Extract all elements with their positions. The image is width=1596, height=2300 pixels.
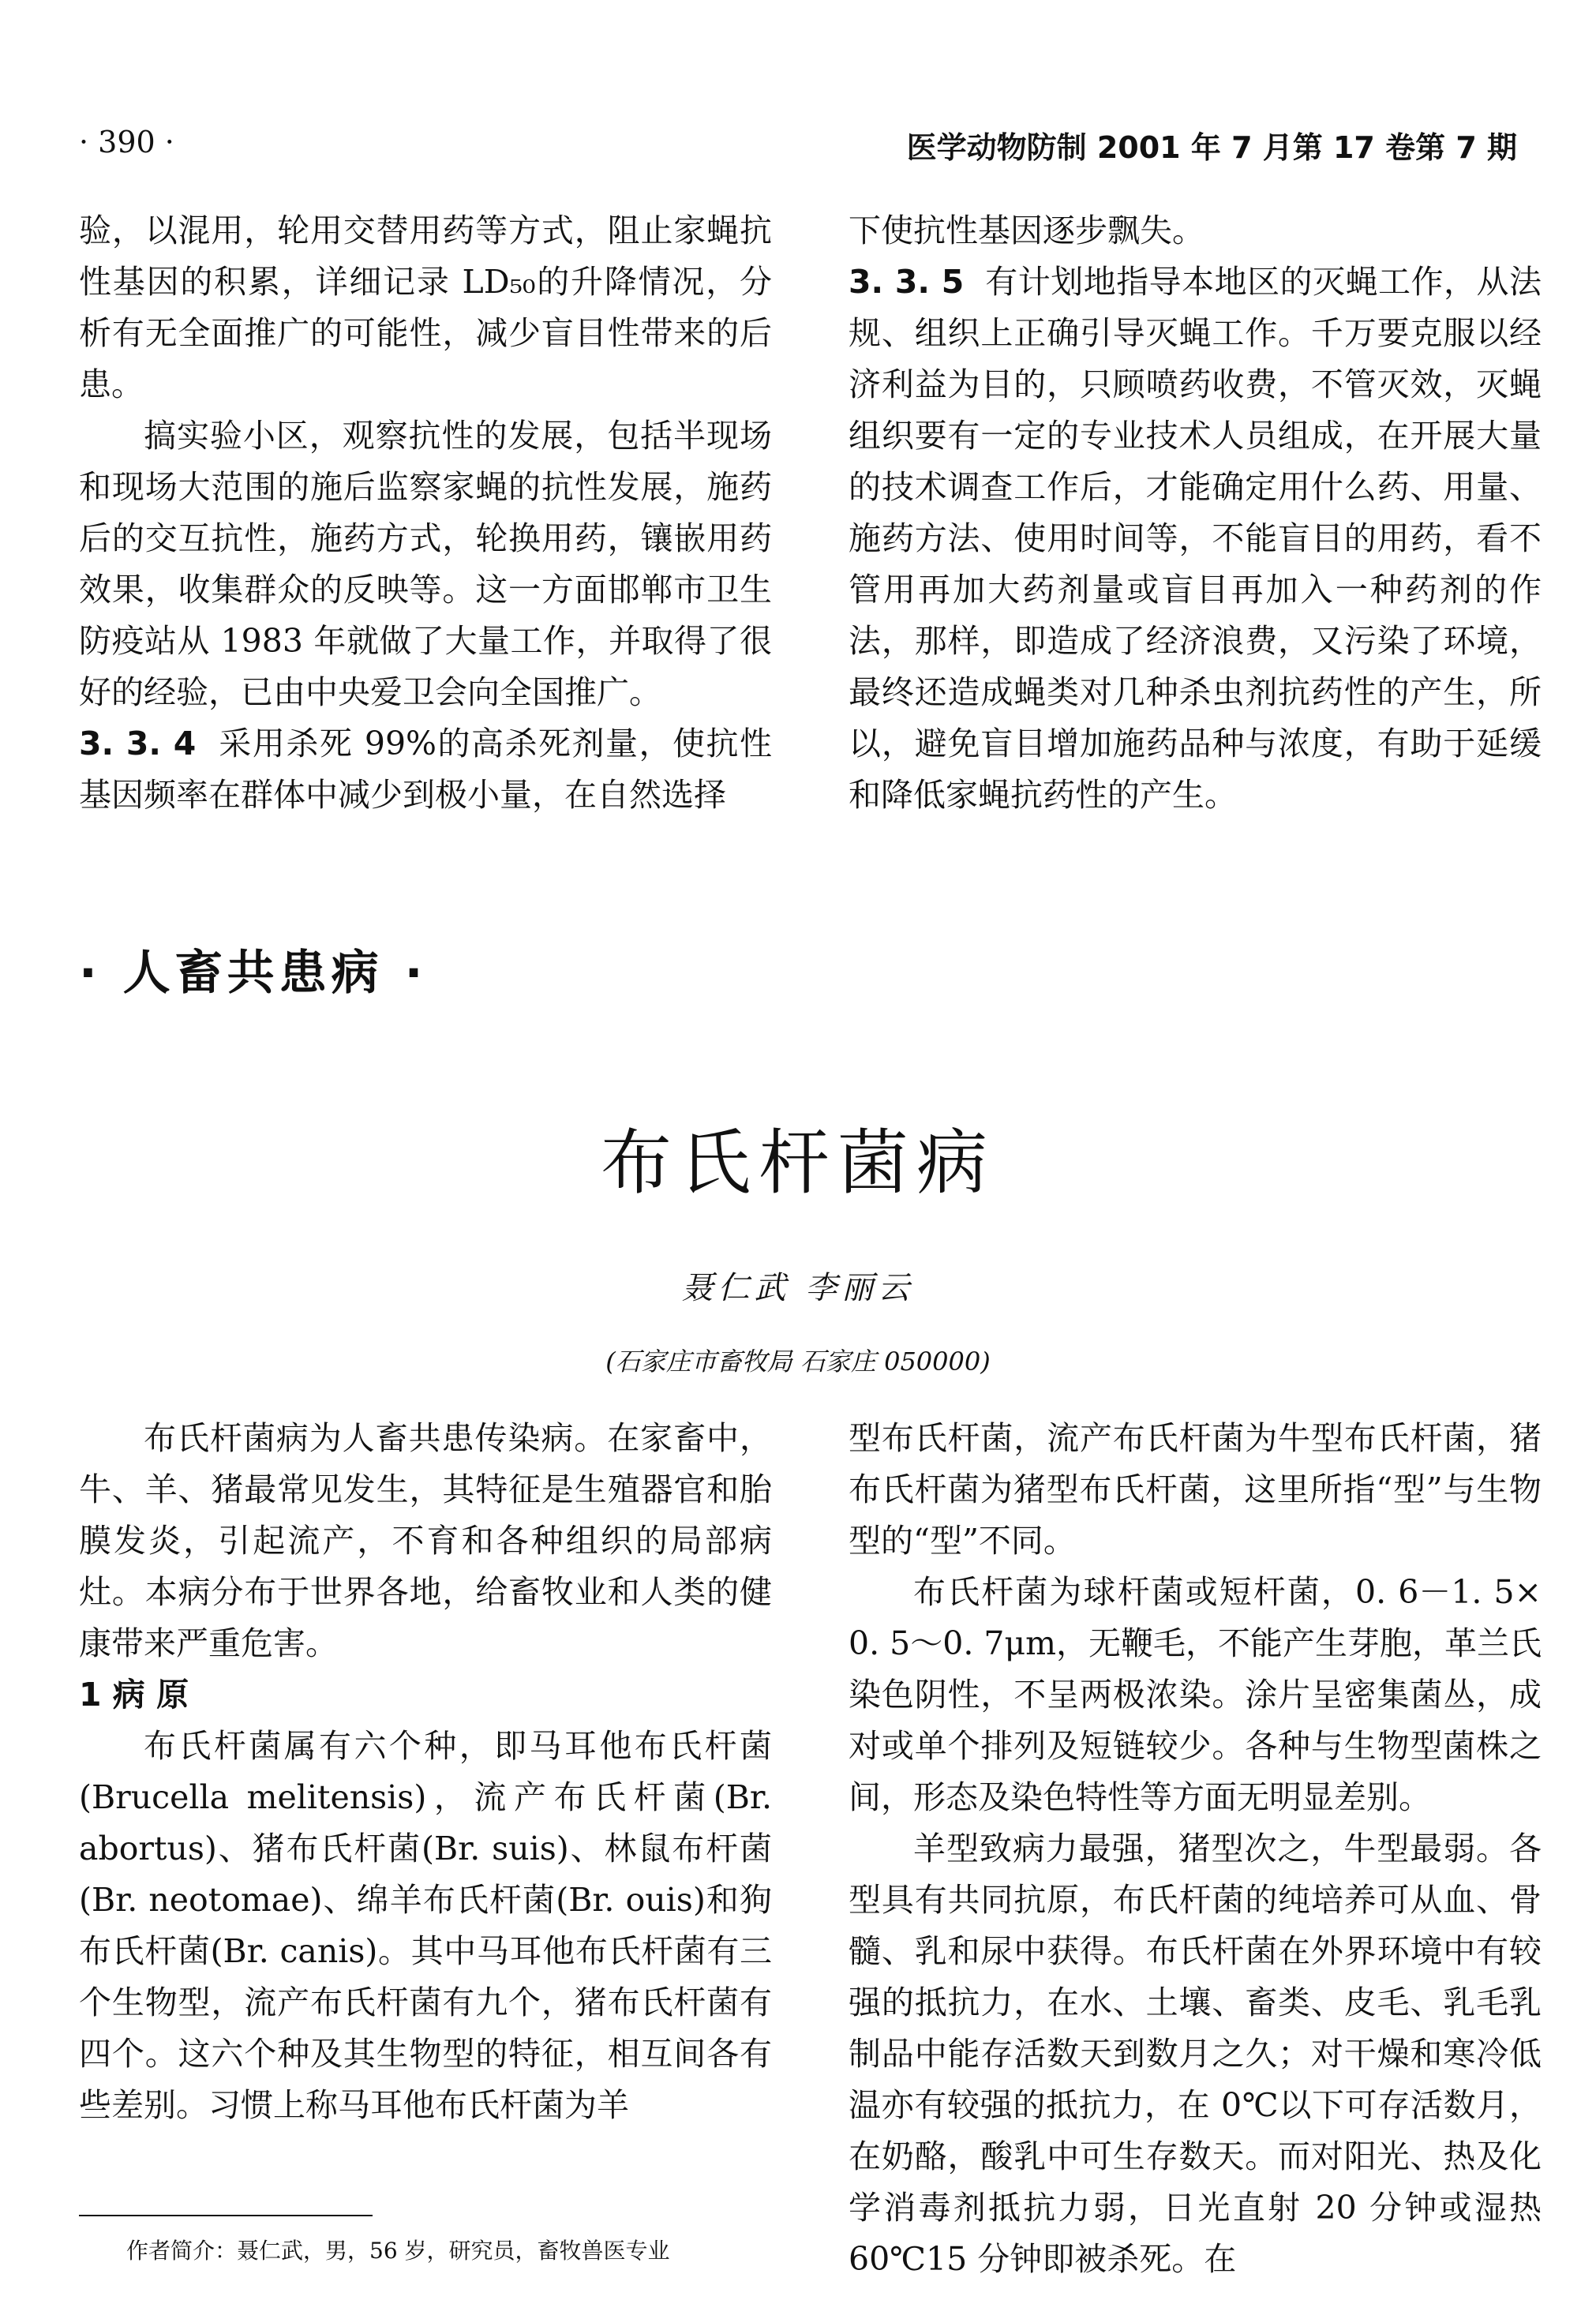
subsection-3-3-5 [849, 257, 1542, 821]
paragraph: 羊型致病力最强，猪型次之，牛型最弱。各型具有共同抗原，布氏杆菌的纯培养可从血、骨髓、乳和尿中获得。布氏杆菌在外界环境中有较强的抵抗力，在水、土壤、畜类、皮毛、乳毛乳制品中能存活数天到数月之久；对干燥和寒冷低温亦有较强的抵抗力，在 0℃以下可存活数月，在奶酪，酸乳中可生存数天。而对阳光、热及化学消毒剂抵抗力弱，日光直射 20 分钟或湿热 60℃15 分钟即被杀死。在 [849, 1830, 1542, 2278]
paragraph: 布氏杆菌属有六个种，即马耳他布氏杆菌(Brucella melitensis)，流产布氏杆菌(Br. abortus)、猪布氏杆菌(Br. suis)、林鼠布杆菌(Br. neotomae)、绵羊布氏杆菌(Br. ouis)和狗布氏杆菌(Br. canis)。其中马耳他布氏杆菌有三个生物型，流产布氏杆菌有九个，猪布氏杆菌有四个。这六个种及其生物型的特征，相互间各有些差别。习惯上称马耳他布氏杆菌为羊 [79, 1727, 772, 2124]
paragraph: 布氏杆菌病为人畜共患传染病。在家畜中，牛、羊、猪最常见发生，其特征是生殖器官和胎膜发炎，引起流产，不育和各种组织的局部病灶。本病分布于世界各地，给畜牧业和人类的健康带来严重危害。 [79, 1419, 772, 1662]
paragraph: 验，以混用，轮用交替用药等方式，阻止家蝇抗性基因的积累，详细记录 LD₅₀的升降情况，分析有无全面推广的可能性，减少盲目性带来的后患。 [79, 212, 772, 403]
subsection-text: 有计划地指导本地区的灭蝇工作，从法规、组织上正确引导灭蝇工作。千万要克服以经济利益为目的，只顾喷药收费，不管灭效，灭蝇组织要有一定的专业技术人员组成，在开展大量的技术调查工作后，才能确定用什么药、用量、施药方法、使用时间等，不能盲目的用药，看不管用再加大药剂量或盲目再加入一种药剂的作法，那样，即造成了经济浪费，又污染了环境，最终还造成蝇类对几种杀虫剂抗药性的产生，所以，避免盲目增加施药品种与浓度，有助于延缓和降低家蝇抗药性的产生。 [849, 263, 1542, 814]
subsection-3-3-4 [79, 718, 772, 821]
paragraph: 下使抗性基因逐步飘失。 [849, 212, 1204, 249]
article-affiliation: (石家庄市畜牧局 石家庄 050000) [605, 1347, 991, 1377]
subsection-number: 3. 3. 4 [79, 725, 197, 762]
article-title: 布氏杆菌病 [601, 1122, 995, 1204]
page-number: · 390 · [79, 125, 174, 159]
paragraph: 布氏杆菌为球杆菌或短杆菌，0. 6－1. 5× 0. 5～0. 7μm，无鞭毛，不能产生芽胞，革兰氏染色阴性，不呈两极浓染。涂片呈密集菌丛，成对或单个排列及短链较少。各种与生物型菌株之间，形态及染色特性等方面无明显差别。 [849, 1573, 1542, 1816]
footnote-rule [79, 2215, 373, 2216]
section-heading: 1 病 原 [79, 1676, 189, 1714]
subsection-number: 3. 3. 5 [849, 263, 965, 301]
article-authors: 聂仁武 李丽云 [681, 1270, 915, 1306]
journal-header: 医学动物防制 2001 年 7 月第 17 卷第 7 期 [906, 130, 1517, 165]
paragraph: 型布氏杆菌，流产布氏杆菌为牛型布氏杆菌，猪布氏杆菌为猪型布氏杆菌，这里所指“型”与生物型的“型”不同。 [849, 1419, 1542, 1560]
bottom-right-column [849, 1413, 1542, 2285]
bottom-left-column [79, 1413, 772, 2131]
top-left-column [79, 205, 772, 821]
paragraph: 搞实验小区，观察抗性的发展，包括半现场和现场大范围的施后监察家蝇的抗性发展，施药后的交互抗性，施药方式，轮换用药，镶嵌用药效果，收集群众的反映等。这一方面邯郸市卫生防疫站从 1983 年就做了大量工作，并取得了很好的经验，已由中央爱卫会向全国推广。 [79, 417, 772, 711]
top-right-column [849, 205, 1542, 821]
subsection-text: 采用杀死 99%的高杀死剂量，使抗性基因频率在群体中减少到极小量，在自然选择 [79, 725, 772, 814]
section-banner: · 人畜共患病 · [79, 946, 428, 1001]
author-footnote: 作者简介：聂仁武，男，56 岁，研究员，畜牧兽医专业 [126, 2238, 670, 2264]
